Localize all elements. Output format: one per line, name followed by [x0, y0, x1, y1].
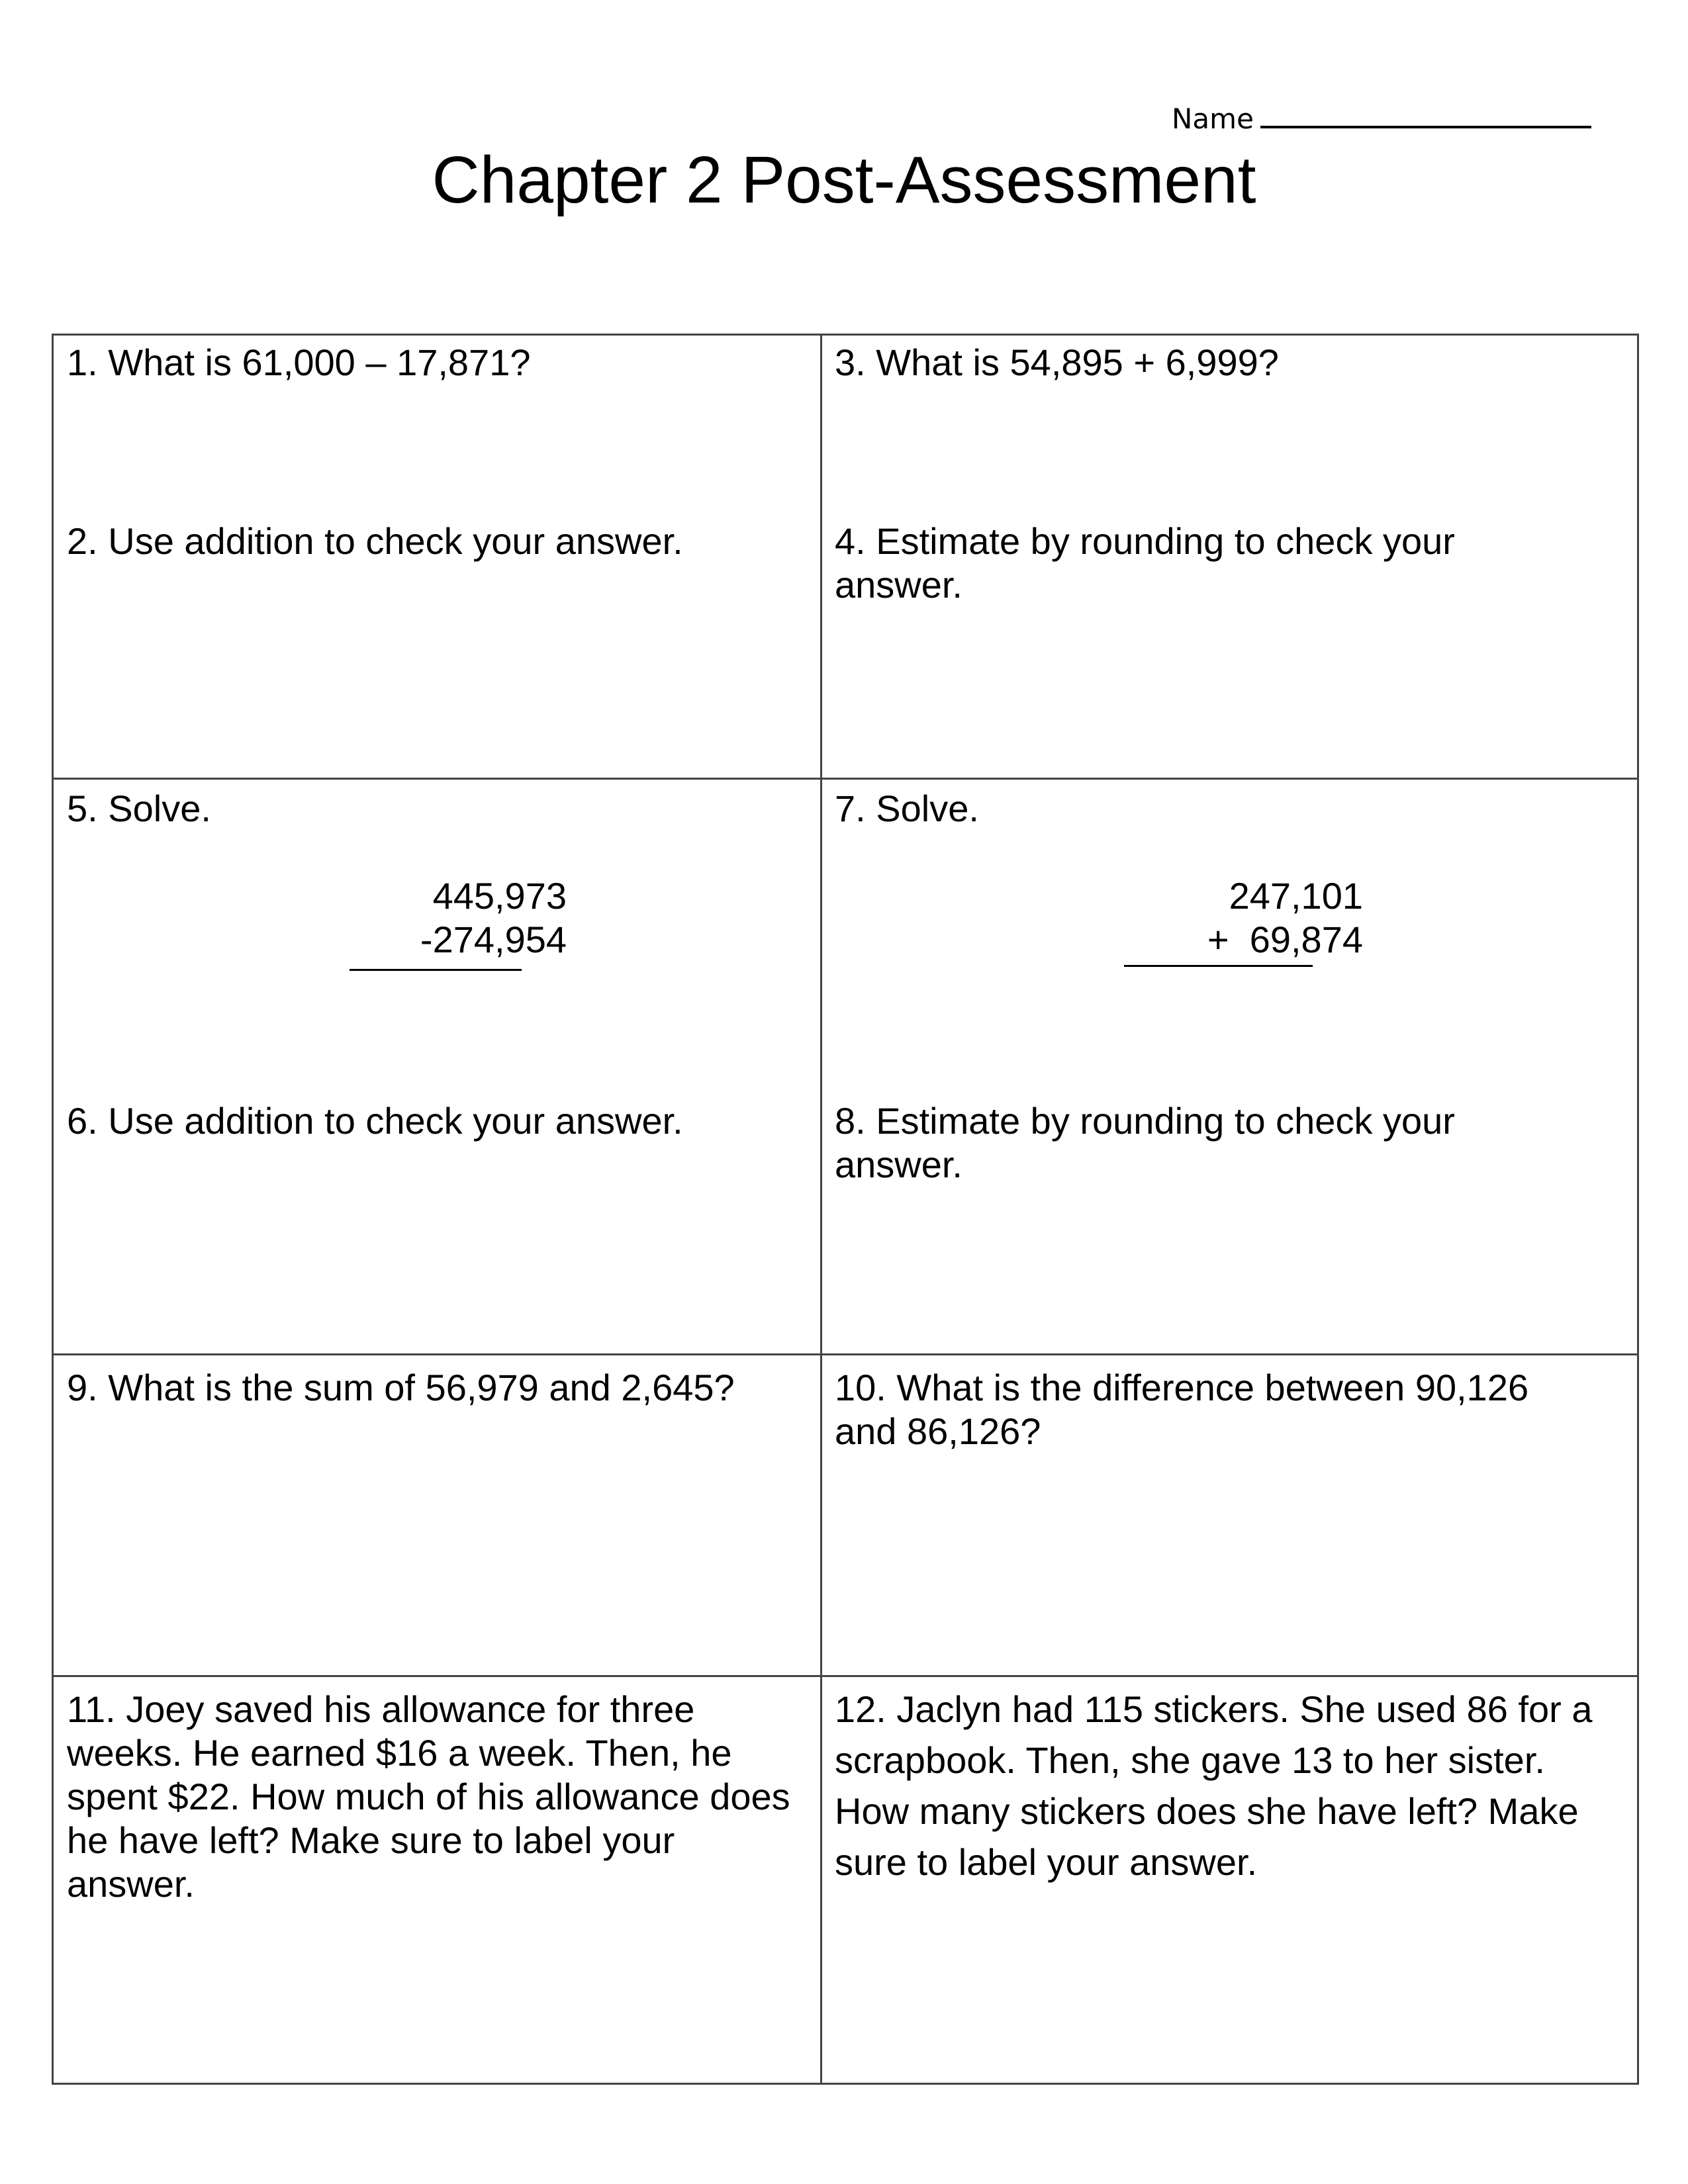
question-6: 6. Use addition to check your answer.	[67, 1100, 683, 1142]
problem-7-top: 247,101	[1229, 875, 1363, 917]
problem-7-bottom: + 69,874	[1207, 919, 1363, 960]
question-7: 7. Solve.	[835, 788, 979, 829]
page-title: Chapter 2 Post-Assessment	[432, 143, 1256, 217]
question-1: 1. What is 61,000 – 17,871?	[67, 341, 531, 383]
name-blank-line[interactable]	[1260, 99, 1591, 128]
grid-divider-row-2	[54, 1353, 1637, 1355]
problem-5-answer-rule	[350, 969, 522, 971]
question-8: 8. Estimate by rounding to check your answer.	[835, 1100, 1455, 1185]
name-field[interactable]	[1172, 99, 1591, 135]
question-3: 3. What is 54,895 + 6,999?	[835, 341, 1279, 383]
grid-divider-vertical	[820, 336, 822, 2083]
question-12: 12. Jaclyn had 115 stickers. She used 86 for a scrapbook. Then, she gave 13 to her sister. How many stickers does she have left? Make sure to label your answer.	[835, 1688, 1593, 1883]
problem-5-bottom: -274,954	[420, 919, 567, 960]
grid-divider-row-1	[54, 778, 1637, 780]
question-10: 10. What is the difference between 90,126 and 86,126?	[835, 1367, 1529, 1452]
problem-7-answer-rule	[1124, 965, 1313, 967]
question-2: 2. Use addition to check your answer.	[67, 520, 683, 562]
question-11: 11. Joey saved his allowance for three weeks. He earned $16 a week. Then, he spent $22. How much of his allowance does he have left? Make sure to label your answer.	[67, 1688, 790, 1905]
question-4: 4. Estimate by rounding to check your answer.	[835, 520, 1455, 606]
problem-5-top: 445,973	[432, 875, 567, 917]
question-5: 5. Solve.	[67, 788, 211, 829]
question-grid	[52, 334, 1639, 2085]
question-9: 9. What is the sum of 56,979 and 2,645?	[67, 1367, 735, 1408]
grid-divider-row-3	[54, 1675, 1637, 1677]
name-label: Name	[1172, 103, 1254, 135]
